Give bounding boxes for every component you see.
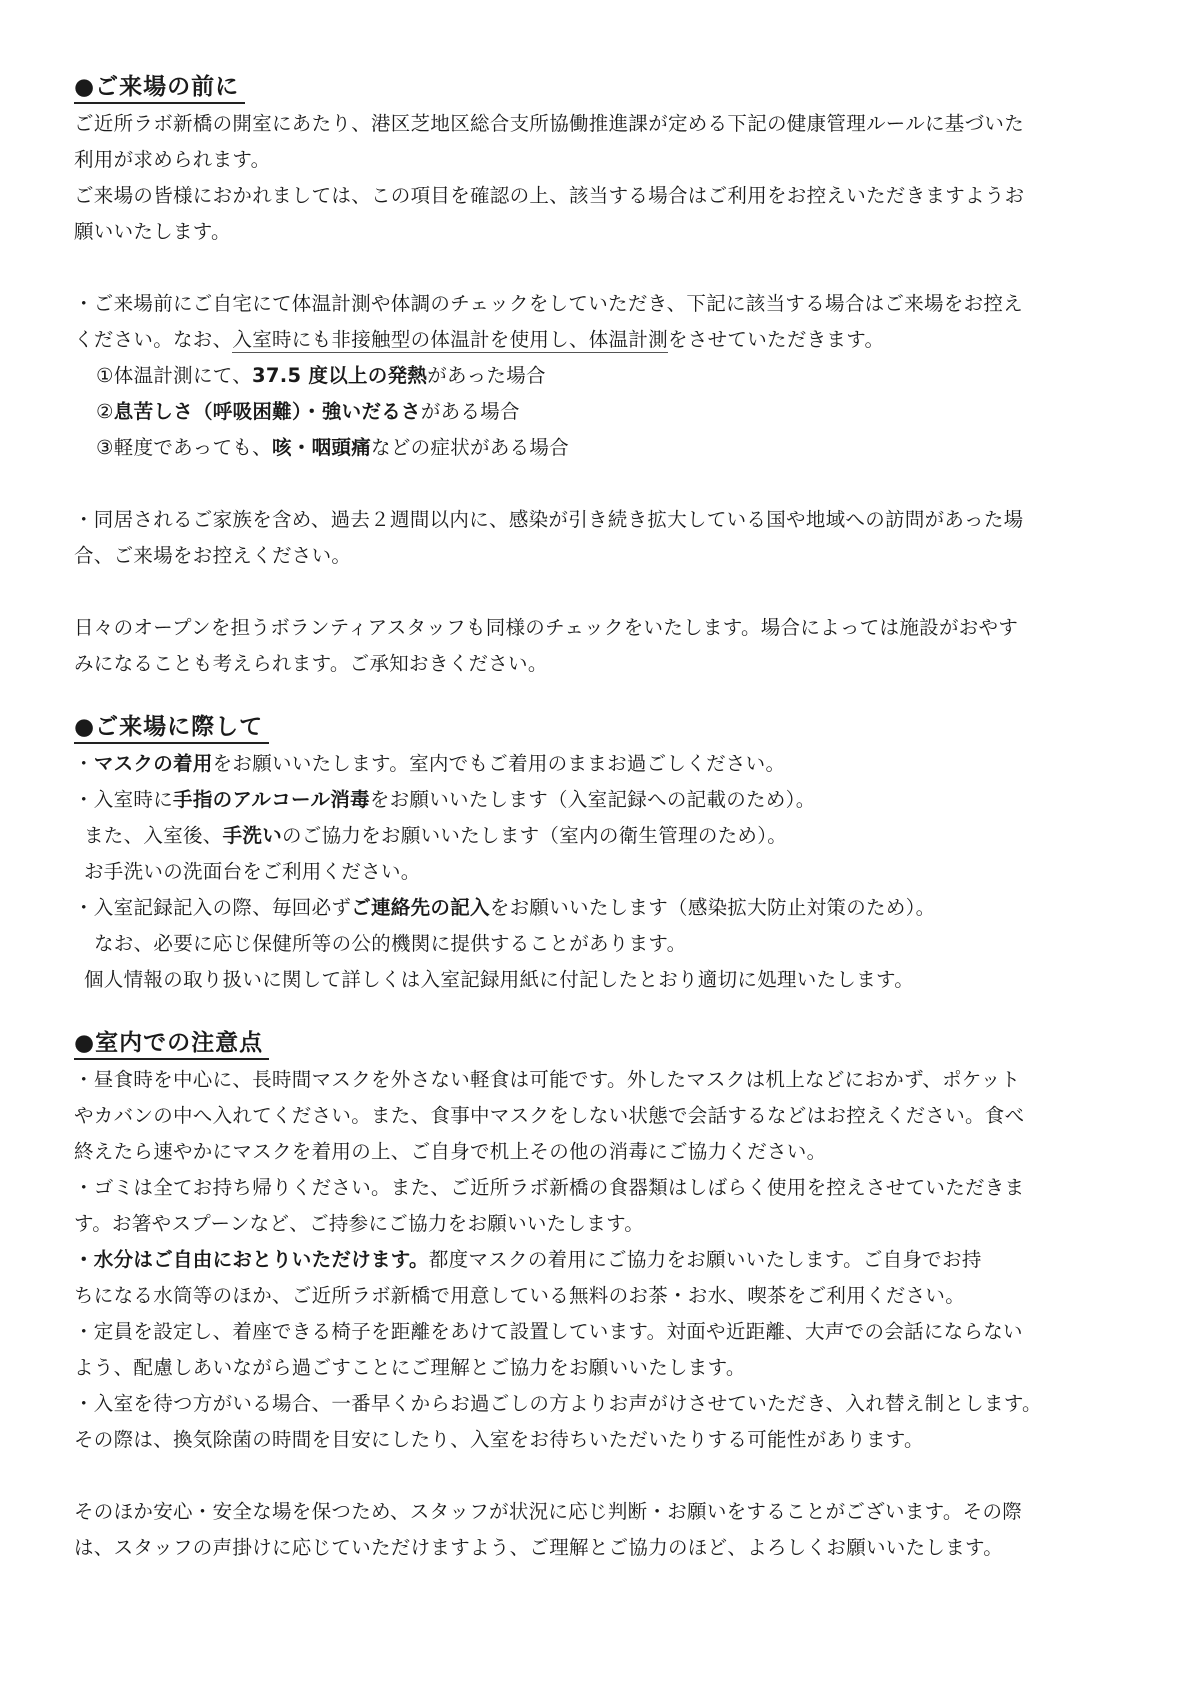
section-on-arrival	[74, 712, 1136, 998]
paragraph-line: みになることも考えられます。ご承知おきください。	[74, 652, 548, 675]
paragraph-line: ・水分はご自由におとりいただけます。都度マスクの着用にご協力をお願いいたします。ご自身でお持	[74, 1248, 982, 1271]
paragraph-line: ・ご来場前にご自宅にて体温計測や体調のチェックをしていただき、下記に該当する場合はご来場をお控え	[74, 292, 1024, 315]
paragraph-line: ・定員を設定し、着座できる椅子を距離をあけて設置しています。対面や近距離、大声での会話にならない	[74, 1320, 1023, 1343]
paragraph-line: ご来場の皆様におかれましては、この項目を確認の上、該当する場合はご利用をお控えいただきますようお	[74, 184, 1025, 207]
section-in-room	[74, 1028, 1136, 1566]
section-title: ●ご来場の前に	[74, 72, 245, 104]
paragraph-line: は、スタッフの声掛けに応じていただけますよう、ご理解とご協力のほど、よろしくお願いいたします。	[74, 1536, 1004, 1559]
paragraph-line: 日々のオープンを担うボランティアスタッフも同様のチェックをいたします。場合によっては施設がおやす	[74, 616, 1019, 639]
document-page	[74, 72, 1136, 1566]
list-item: ③軽度であっても、咳・咽頭痛などの症状がある場合	[96, 436, 570, 459]
paragraph-line: 個人情報の取り扱いに関して詳しくは入室記録用紙に付記したとおり適切に処理いたします。	[84, 968, 915, 991]
paragraph-line: ・入室時に手指のアルコール消毒をお願いいたします（入室記録への記載のため）。	[74, 788, 816, 811]
paragraph-line: お手洗いの洗面台をご利用ください。	[84, 860, 421, 883]
paragraph-line: ・入室記録記入の際、毎回必ずご連絡先の記入をお願いいたします（感染拡大防止対策のため）。	[74, 896, 936, 919]
paragraph-line: 終えたら速やかにマスクを着用の上、ご自身で机上その他の消毒にご協力ください。	[74, 1140, 827, 1163]
paragraph-line: ・マスクの着用をお願いいたします。室内でもご着用のままお過ごしください。	[74, 752, 786, 775]
section-title: ●ご来場に際して	[74, 712, 269, 744]
paragraph-line: ちになる水筒等のほか、ご近所ラボ新橋で用意している無料のお茶・お水、喫茶をご利用ください。	[74, 1284, 965, 1307]
paragraph-line: なお、必要に応じ保健所等の公的機関に提供することがあります。	[94, 932, 687, 955]
paragraph-line: 合、ご来場をお控えください。	[74, 544, 352, 567]
underlined-text: 入室時にも非接触型の体温計を使用し、体温計測	[232, 328, 669, 351]
paragraph-line: ください。なお、入室時にも非接触型の体温計を使用し、体温計測をさせていただきます。	[74, 328, 885, 351]
paragraph-line: す。お箸やスプーンなど、ご持参にご協力をお願いいたします。	[74, 1212, 645, 1235]
paragraph-line: ご近所ラボ新橋の開室にあたり、港区芝地区総合支所協働推進課が定める下記の健康管理ルールに基づいた	[74, 112, 1025, 135]
paragraph-line: ・ゴミは全てお持ち帰りください。また、ご近所ラボ新橋の食器類はしばらく使用を控えさせていただきま	[74, 1176, 1025, 1199]
paragraph-line: ・同居されるご家族を含め、過去２週間以内に、感染が引き続き拡大している国や地域への訪問があった場	[74, 508, 1024, 531]
paragraph-line: やカバンの中へ入れてください。また、食事中マスクをしない状態で会話するなどはお控えください。食べ	[74, 1104, 1025, 1127]
list-item: ①体温計測にて、37.5 度以上の発熱があった場合	[96, 364, 546, 387]
paragraph-line: よう、配慮しあいながら過ごすことにご理解とご協力をお願いいたします。	[74, 1356, 746, 1379]
paragraph-line: 願いいたします。	[74, 220, 231, 243]
section-before-visit	[74, 72, 1136, 682]
list-item: ②息苦しさ（呼吸困難）・強いだるさがある場合	[96, 400, 520, 423]
paragraph-line: また、入室後、手洗いのご協力をお願いいたします（室内の衛生管理のため）。	[84, 824, 788, 847]
paragraph-line: 利用が求められます。	[74, 148, 271, 171]
paragraph-line: その際は、換気除菌の時間を目安にしたり、入室をお待ちいただいたりする可能性があります。	[74, 1428, 924, 1451]
paragraph-line: ・昼食時を中心に、長時間マスクを外さない軽食は可能です。外したマスクは机上などにおかず、ポケット	[74, 1068, 1021, 1091]
section-title: ●室内での注意点	[74, 1028, 269, 1060]
paragraph-line: ・入室を待つ方がいる場合、一番早くからお過ごしの方よりお声がけさせていただき、入れ替え制とします。	[74, 1392, 1042, 1415]
paragraph-line: そのほか安心・安全な場を保つため、スタッフが状況に応じ判断・お願いをすることがございます。その際	[74, 1500, 1023, 1523]
